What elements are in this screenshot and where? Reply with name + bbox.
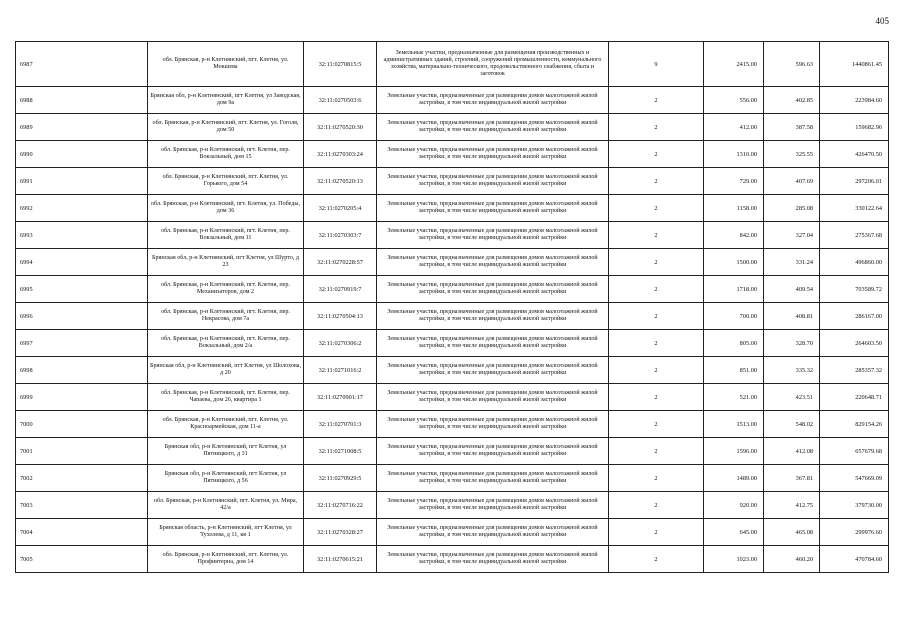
cell-cadastral-number: 32:11:0270929:5 xyxy=(304,465,377,492)
cell-cadastral-value: 547669.09 xyxy=(820,465,889,492)
cell-id: 7000 xyxy=(16,411,148,438)
cell-id: 6990 xyxy=(16,141,148,168)
cell-id: 7003 xyxy=(16,492,148,519)
cell-land-use: Земельные участки, предназначенные для размещения домов малоэтажной жилой застройки, в том числе индивидуальной жилой застройки xyxy=(377,168,609,195)
cell-group: 2 xyxy=(609,222,704,249)
cell-specific-value: 408.81 xyxy=(764,303,820,330)
table-row xyxy=(16,492,889,519)
cell-area: 1310.00 xyxy=(704,141,764,168)
cell-specific-value: 367.81 xyxy=(764,465,820,492)
cell-area: 645.00 xyxy=(704,519,764,546)
cell-address: Брянская область, р-н Клетнянский, пгт Клетня, ул Тухолева, д 11, кв 1 xyxy=(148,519,304,546)
table-row xyxy=(16,330,889,357)
cell-address: обл. Брянская, р-н Клетнянский, пгт. Клетня, ул. Красноармейская, дом 11-а xyxy=(148,411,304,438)
cell-id: 6991 xyxy=(16,168,148,195)
cell-group: 2 xyxy=(609,114,704,141)
cell-address: обл. Брянская, р-н Клетнянский, пгт. Клетня, ул. Горького, дом 54 xyxy=(148,168,304,195)
cell-address: обл. Брянская, р-н Клетнянский, пгт. Клетня, ул. Профинтерна, дом 14 xyxy=(148,546,304,573)
cell-address: обл. Брянская, р-н Клетнянский, пгт. Клетня, ул. Победы, дом 36 xyxy=(148,195,304,222)
cell-id: 7002 xyxy=(16,465,148,492)
cell-specific-value: 423.51 xyxy=(764,384,820,411)
cell-group: 2 xyxy=(609,492,704,519)
cell-id: 6995 xyxy=(16,276,148,303)
cell-cadastral-number: 32:11:0271016:2 xyxy=(304,357,377,384)
cell-group: 9 xyxy=(609,42,704,87)
table-row xyxy=(16,303,889,330)
cell-area: 412.00 xyxy=(704,114,764,141)
cell-specific-value: 412.75 xyxy=(764,492,820,519)
cell-area: 1513.00 xyxy=(704,411,764,438)
cell-cadastral-number: 32:11:0270520:30 xyxy=(304,114,377,141)
cell-address: обл. Брянская, р-н Клетнянский, пгт. Клетня, ул. Гоголя, дом 50 xyxy=(148,114,304,141)
cell-area: 1158.00 xyxy=(704,195,764,222)
cell-cadastral-number: 32:11:0270303:7 xyxy=(304,222,377,249)
cell-land-use: Земельные участки, предназначенные для размещения домов малоэтажной жилой застройки, в том числе индивидуальной жилой застройки xyxy=(377,303,609,330)
cell-address: Брянская обл, р-н Клетнянский, пгт Клетня, ул Пятницкого, д 56 xyxy=(148,465,304,492)
cell-specific-value: 285.08 xyxy=(764,195,820,222)
cell-address: обл. Брянская, р-н Клетнянский, пгт. Клетня, ул. Мира, 42/а xyxy=(148,492,304,519)
cell-land-use: Земельные участки, предназначенные для размещения домов малоэтажной жилой застройки, в том числе индивидуальной жилой застройки xyxy=(377,141,609,168)
cell-area: 700.00 xyxy=(704,303,764,330)
cell-cadastral-value: 297206.01 xyxy=(820,168,889,195)
cell-area: 521.00 xyxy=(704,384,764,411)
cell-area: 805.00 xyxy=(704,330,764,357)
cell-address: Брянская обл, р-н Клетнянский, пгт Клетня, ул Шолохова, д 20 xyxy=(148,357,304,384)
cell-group: 2 xyxy=(609,303,704,330)
cell-id: 6998 xyxy=(16,357,148,384)
cell-land-use: Земельные участки, предназначенные для размещения производственных и административных зданий, строений, сооружений промышленности, коммунального хозяйства, материально-технического, продовольственного снабжения, сбыта и заготовок xyxy=(377,42,609,87)
cell-land-use: Земельные участки, предназначенные для размещения домов малоэтажной жилой застройки, в том числе индивидуальной жилой застройки xyxy=(377,411,609,438)
table-row xyxy=(16,168,889,195)
cell-address: обл. Брянская, р-н Клетнянский, пгт. Клетня, пер. Вокзальный, дом 15 xyxy=(148,141,304,168)
cell-specific-value: 407.69 xyxy=(764,168,820,195)
table-row xyxy=(16,141,889,168)
table-row xyxy=(16,438,889,465)
cell-group: 2 xyxy=(609,384,704,411)
cell-cadastral-value: 379730.00 xyxy=(820,492,889,519)
cell-cadastral-number: 32:11:0270919:7 xyxy=(304,276,377,303)
table-row xyxy=(16,87,889,114)
cell-cadastral-number: 32:11:0270901:17 xyxy=(304,384,377,411)
cell-area: 1023.00 xyxy=(704,546,764,573)
cell-specific-value: 596.63 xyxy=(764,42,820,87)
table-row xyxy=(16,519,889,546)
cell-land-use: Земельные участки, предназначенные для размещения домов малоэтажной жилой застройки, в том числе индивидуальной жилой застройки xyxy=(377,384,609,411)
cell-cadastral-value: 496860.00 xyxy=(820,249,889,276)
cell-area: 1718.00 xyxy=(704,276,764,303)
cell-land-use: Земельные участки, предназначенные для размещения домов малоэтажной жилой застройки, в том числе индивидуальной жилой застройки xyxy=(377,276,609,303)
cell-group: 2 xyxy=(609,465,704,492)
cell-specific-value: 327.04 xyxy=(764,222,820,249)
cell-id: 6992 xyxy=(16,195,148,222)
cell-cadastral-value: 223984.60 xyxy=(820,87,889,114)
table-row xyxy=(16,357,889,384)
cell-area: 729.00 xyxy=(704,168,764,195)
cell-address: обл. Брянская, р-н Клетнянский, пгт. Клетня, пер. Вокзальный, дом 11 xyxy=(148,222,304,249)
cell-cadastral-number: 32:11:0270504:13 xyxy=(304,303,377,330)
cell-address: Брянская обл, р-н Клетнянский, пгт Клетня, ул Пятницкого, д 31 xyxy=(148,438,304,465)
cell-cadastral-value: 159682.96 xyxy=(820,114,889,141)
cell-area: 920.00 xyxy=(704,492,764,519)
cell-specific-value: 402.85 xyxy=(764,87,820,114)
cell-cadastral-number: 32:11:0270701:3 xyxy=(304,411,377,438)
cell-cadastral-value: 426470.50 xyxy=(820,141,889,168)
cell-land-use: Земельные участки, предназначенные для размещения домов малоэтажной жилой застройки, в том числе индивидуальной жилой застройки xyxy=(377,249,609,276)
cell-specific-value: 460.20 xyxy=(764,546,820,573)
table-row xyxy=(16,222,889,249)
cell-cadastral-value: 285357.32 xyxy=(820,357,889,384)
cell-cadastral-value: 829154.26 xyxy=(820,411,889,438)
cell-cadastral-value: 264603.50 xyxy=(820,330,889,357)
table-row xyxy=(16,411,889,438)
table-row xyxy=(16,276,889,303)
cell-cadastral-number: 32:11:0270815:5 xyxy=(304,42,377,87)
cell-group: 2 xyxy=(609,519,704,546)
cell-area: 2415.00 xyxy=(704,42,764,87)
cell-specific-value: 328.70 xyxy=(764,330,820,357)
cell-id: 6996 xyxy=(16,303,148,330)
cell-id: 6993 xyxy=(16,222,148,249)
cell-id: 6999 xyxy=(16,384,148,411)
cell-cadastral-number: 32:11:0270328:27 xyxy=(304,519,377,546)
cell-specific-value: 335.32 xyxy=(764,357,820,384)
cell-land-use: Земельные участки, предназначенные для размещения домов малоэтажной жилой застройки, в том числе индивидуальной жилой застройки xyxy=(377,546,609,573)
cell-cadastral-number: 32:11:0270228:57 xyxy=(304,249,377,276)
cell-area: 1596.00 xyxy=(704,438,764,465)
cell-cadastral-value: 299976.60 xyxy=(820,519,889,546)
cell-cadastral-value: 286167.00 xyxy=(820,303,889,330)
cell-cadastral-value: 220648.71 xyxy=(820,384,889,411)
cell-group: 2 xyxy=(609,168,704,195)
table-row xyxy=(16,384,889,411)
cell-cadastral-number: 32:11:0270520:13 xyxy=(304,168,377,195)
cell-group: 2 xyxy=(609,141,704,168)
table-row xyxy=(16,546,889,573)
cell-group: 2 xyxy=(609,357,704,384)
cell-land-use: Земельные участки, предназначенные для размещения домов малоэтажной жилой застройки, в том числе индивидуальной жилой застройки xyxy=(377,330,609,357)
cell-area: 851.00 xyxy=(704,357,764,384)
table-row xyxy=(16,42,889,87)
cell-specific-value: 325.55 xyxy=(764,141,820,168)
cell-address: Брянская обл, р-н Клетнянский, пгт Клетня, ул Заводская, дом 9а xyxy=(148,87,304,114)
cell-cadastral-number: 32:11:0270615:21 xyxy=(304,546,377,573)
cell-cadastral-number: 32:11:0270205:4 xyxy=(304,195,377,222)
cell-land-use: Земельные участки, предназначенные для размещения домов малоэтажной жилой застройки, в том числе индивидуальной жилой застройки xyxy=(377,519,609,546)
cell-land-use: Земельные участки, предназначенные для размещения домов малоэтажной жилой застройки, в том числе индивидуальной жилой застройки xyxy=(377,114,609,141)
cell-area: 1489.00 xyxy=(704,465,764,492)
cell-id: 7004 xyxy=(16,519,148,546)
cell-land-use: Земельные участки, предназначенные для размещения домов малоэтажной жилой застройки, в том числе индивидуальной жилой застройки xyxy=(377,357,609,384)
cell-cadastral-value: 470784.60 xyxy=(820,546,889,573)
cell-id: 7005 xyxy=(16,546,148,573)
cell-id: 6988 xyxy=(16,87,148,114)
cell-id: 6989 xyxy=(16,114,148,141)
cell-cadastral-number: 32:11:0270306:2 xyxy=(304,330,377,357)
cell-address: обл. Брянская, р-н Клетнянский, пгт. Клетня, пер. Механизаторов, дом 2 xyxy=(148,276,304,303)
cell-address: обл. Брянская, р-н Клетнянский, пгт. Клетня, пер. Некрасова, дом 7а xyxy=(148,303,304,330)
cell-specific-value: 465.08 xyxy=(764,519,820,546)
table-row xyxy=(16,114,889,141)
cell-land-use: Земельные участки, предназначенные для размещения домов малоэтажной жилой застройки, в том числе индивидуальной жилой застройки xyxy=(377,87,609,114)
cell-cadastral-number: 32:11:0270303:24 xyxy=(304,141,377,168)
cell-group: 2 xyxy=(609,87,704,114)
cell-address: обл. Брянская, р-н Клетнянский, пгт. Клетня, пер. Чапаева, дом 26, квартира 1 xyxy=(148,384,304,411)
cell-group: 2 xyxy=(609,330,704,357)
cell-specific-value: 331.24 xyxy=(764,249,820,276)
cell-id: 6994 xyxy=(16,249,148,276)
page-number: 405 xyxy=(875,16,889,26)
cell-cadastral-value: 703589.72 xyxy=(820,276,889,303)
cell-specific-value: 387.58 xyxy=(764,114,820,141)
table-row xyxy=(16,195,889,222)
cell-cadastral-number: 32:11:0271008:5 xyxy=(304,438,377,465)
table-row xyxy=(16,465,889,492)
cell-address: Брянская обл, р-н Клетнянский, пгт Клетня, ул Шурто, д 23 xyxy=(148,249,304,276)
cell-specific-value: 409.54 xyxy=(764,276,820,303)
cell-land-use: Земельные участки, предназначенные для размещения домов малоэтажной жилой застройки, в том числе индивидуальной жилой застройки xyxy=(377,465,609,492)
cell-group: 2 xyxy=(609,249,704,276)
cell-group: 2 xyxy=(609,195,704,222)
cell-cadastral-value: 275367.68 xyxy=(820,222,889,249)
table-row xyxy=(16,249,889,276)
cell-cadastral-number: 32:11:0270503:6 xyxy=(304,87,377,114)
cell-land-use: Земельные участки, предназначенные для размещения домов малоэтажной жилой застройки, в том числе индивидуальной жилой застройки xyxy=(377,195,609,222)
cell-specific-value: 412.08 xyxy=(764,438,820,465)
cell-id: 6987 xyxy=(16,42,148,87)
cell-group: 2 xyxy=(609,276,704,303)
cell-id: 6997 xyxy=(16,330,148,357)
cell-cadastral-value: 1440861.45 xyxy=(820,42,889,87)
cell-id: 7001 xyxy=(16,438,148,465)
cell-land-use: Земельные участки, предназначенные для размещения домов малоэтажной жилой застройки, в том числе индивидуальной жилой застройки xyxy=(377,438,609,465)
land-registry-table xyxy=(15,41,889,573)
cell-address: обл. Брянская, р-н Клетнянский, пгт. Клетня, ул. Мокшева xyxy=(148,42,304,87)
cell-land-use: Земельные участки, предназначенные для размещения домов малоэтажной жилой застройки, в том числе индивидуальной жилой застройки xyxy=(377,492,609,519)
cell-group: 2 xyxy=(609,411,704,438)
cell-group: 2 xyxy=(609,546,704,573)
cell-group: 2 xyxy=(609,438,704,465)
cell-cadastral-value: 330122.64 xyxy=(820,195,889,222)
table-body xyxy=(16,42,889,573)
cell-cadastral-value: 657679.68 xyxy=(820,438,889,465)
cell-area: 842.00 xyxy=(704,222,764,249)
cell-area: 1500.00 xyxy=(704,249,764,276)
cell-cadastral-number: 32:11:0270716:22 xyxy=(304,492,377,519)
cell-area: 556.00 xyxy=(704,87,764,114)
cell-specific-value: 548.02 xyxy=(764,411,820,438)
cell-land-use: Земельные участки, предназначенные для размещения домов малоэтажной жилой застройки, в том числе индивидуальной жилой застройки xyxy=(377,222,609,249)
cell-address: обл. Брянская, р-н Клетнянский, пгт. Клетня, пер. Вокзальный, дом 2/а xyxy=(148,330,304,357)
